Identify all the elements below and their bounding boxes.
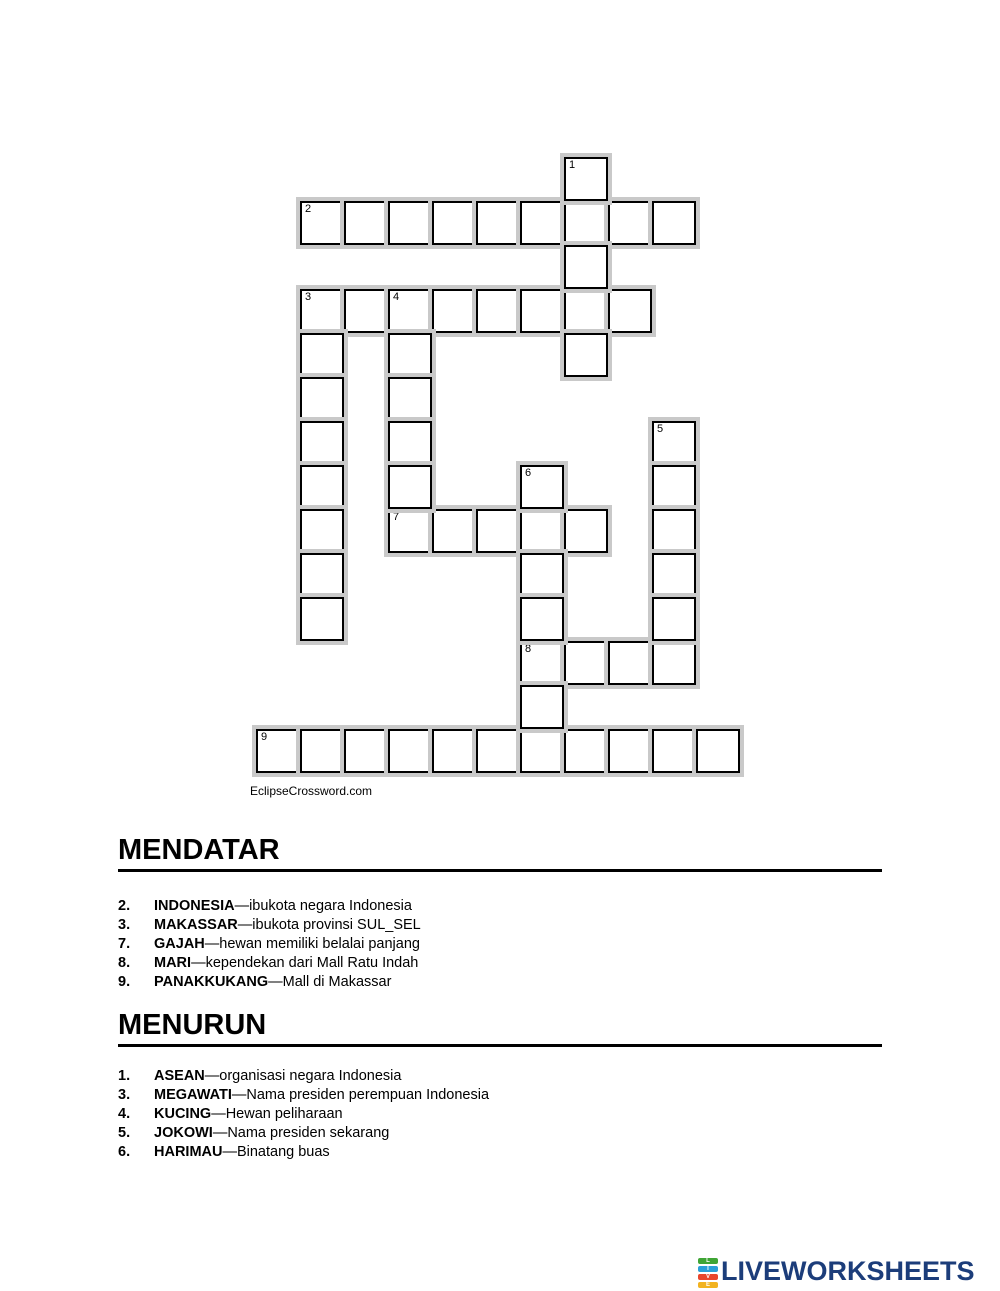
clue-across-9: 9. PANAKKUKANG—Mall di Makassar	[118, 974, 392, 990]
clue-number: 4	[393, 291, 400, 303]
grid-cell[interactable]	[520, 465, 564, 509]
across-clue-list	[118, 897, 421, 992]
grid-cell[interactable]	[344, 729, 388, 773]
liveworksheets-logo	[698, 1255, 975, 1287]
grid-cell[interactable]	[520, 597, 564, 641]
grid-cell[interactable]	[564, 201, 608, 245]
logo-text: LIVEWORKSHEETS	[721, 1255, 975, 1286]
clue-across-2: 2. INDONESIA—ibukota negara Indonesia	[118, 898, 412, 914]
grid-cell[interactable]	[608, 201, 652, 245]
grid-cell[interactable]	[344, 289, 388, 333]
grid-cell[interactable]	[300, 201, 344, 245]
grid-cell[interactable]	[300, 509, 344, 553]
clue-down-5: 5. JOKOWI—Nama presiden sekarang	[118, 1125, 390, 1141]
clue-number: 1	[569, 159, 576, 171]
down-divider	[118, 1044, 882, 1047]
grid-cell[interactable]	[476, 201, 520, 245]
grid-cell[interactable]	[564, 333, 608, 377]
down-clue-list	[118, 1067, 489, 1162]
clue-number: 5	[657, 423, 664, 435]
grid-cell[interactable]	[476, 729, 520, 773]
grid-cell[interactable]	[564, 509, 608, 553]
clue-across-3: 3. MAKASSAR—ibukota provinsi SUL_SEL	[118, 917, 421, 933]
grid-cell[interactable]	[696, 729, 740, 773]
grid-cell[interactable]	[652, 509, 696, 553]
grid-cell[interactable]	[300, 729, 344, 773]
across-title: MENDATAR	[118, 834, 280, 866]
clue-number: 8	[525, 643, 532, 655]
grid-cell[interactable]	[344, 201, 388, 245]
grid-cell[interactable]	[520, 729, 564, 773]
grid-cell[interactable]	[608, 729, 652, 773]
grid-cell[interactable]	[520, 553, 564, 597]
clue-number: 6	[525, 467, 532, 479]
grid-cell[interactable]	[300, 289, 344, 333]
grid-cell[interactable]	[564, 157, 608, 201]
grid-cell[interactable]	[652, 465, 696, 509]
grid-cell[interactable]	[388, 465, 432, 509]
clue-down-4: 4. KUCING—Hewan peliharaan	[118, 1106, 343, 1122]
clue-down-6: 6. HARIMAU—Binatang buas	[118, 1144, 330, 1160]
clue-across-7: 7. GAJAH—hewan memiliki belalai panjang	[118, 936, 420, 952]
grid-cell[interactable]	[608, 641, 652, 685]
grid-cell[interactable]	[300, 333, 344, 377]
grid-cell[interactable]	[300, 421, 344, 465]
grid-cell[interactable]	[520, 509, 564, 553]
grid-cell[interactable]	[300, 465, 344, 509]
grid-cell[interactable]	[652, 641, 696, 685]
grid-cell[interactable]	[520, 289, 564, 333]
clue-number: 9	[261, 731, 268, 743]
clue-down-3: 3. MEGAWATI—Nama presiden perempuan Indonesia	[118, 1087, 490, 1103]
grid-cell[interactable]	[520, 685, 564, 729]
clue-across-8: 8. MARI—kependekan dari Mall Ratu Indah	[118, 955, 419, 971]
grid-cell[interactable]	[476, 289, 520, 333]
grid-cell[interactable]	[564, 245, 608, 289]
clue-down-1: 1. ASEAN—organisasi negara Indonesia	[118, 1068, 402, 1084]
grid-cell[interactable]	[564, 729, 608, 773]
grid-cell[interactable]	[388, 333, 432, 377]
grid-cell[interactable]	[432, 289, 476, 333]
grid-cell[interactable]	[300, 377, 344, 421]
grid-cell[interactable]	[520, 641, 564, 685]
across-divider	[118, 869, 882, 872]
grid-cell[interactable]	[520, 201, 564, 245]
grid-cell[interactable]	[300, 553, 344, 597]
credit-text: EclipseCrossword.com	[250, 784, 373, 798]
grid-cell[interactable]	[388, 421, 432, 465]
grid-cell[interactable]	[388, 377, 432, 421]
grid-cell[interactable]	[652, 597, 696, 641]
grid-cell[interactable]	[432, 201, 476, 245]
grid-cell[interactable]	[652, 201, 696, 245]
grid-cell[interactable]	[388, 509, 432, 553]
grid-cell[interactable]	[388, 201, 432, 245]
grid-cell[interactable]	[388, 729, 432, 773]
clue-number: 2	[305, 203, 312, 215]
grid-cell[interactable]	[300, 597, 344, 641]
grid-cell[interactable]	[608, 289, 652, 333]
clue-number: 7	[393, 511, 400, 523]
grid-cell[interactable]	[388, 289, 432, 333]
grid-cell[interactable]	[432, 729, 476, 773]
down-title: MENURUN	[118, 1009, 267, 1041]
grid-cell[interactable]	[652, 553, 696, 597]
grid-cell[interactable]	[256, 729, 300, 773]
grid-cell[interactable]	[564, 641, 608, 685]
grid-cell[interactable]	[652, 421, 696, 465]
logo-mark-icon: L I V E	[698, 1257, 718, 1285]
grid-cell[interactable]	[432, 509, 476, 553]
clue-number: 3	[305, 291, 312, 303]
grid-cell[interactable]	[476, 509, 520, 553]
grid-cell[interactable]	[652, 729, 696, 773]
grid-cell[interactable]	[564, 289, 608, 333]
